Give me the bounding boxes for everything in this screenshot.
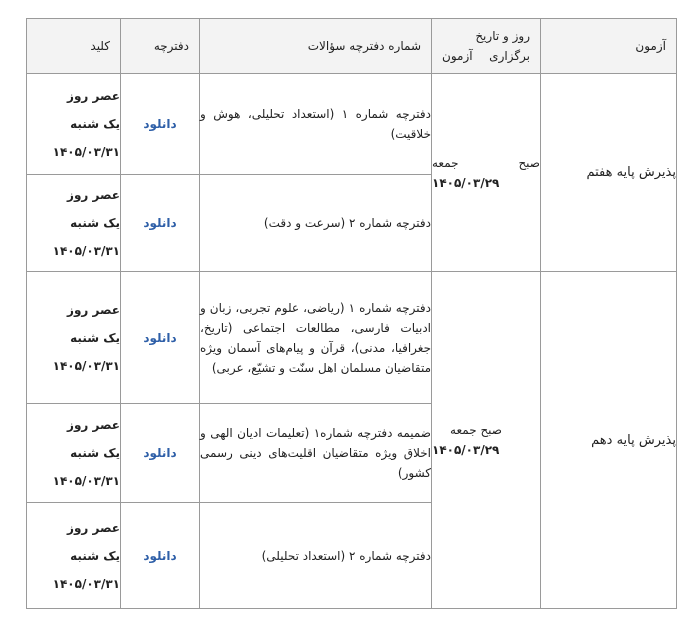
answer-key <box>27 404 121 503</box>
booklet-number: دفترچه شماره ۱ (استعداد تحلیلی، هوش و خلاقیت) <box>200 74 432 175</box>
download-link[interactable]: دانلود <box>143 117 177 131</box>
table-header-row <box>27 19 677 74</box>
key-line1: عصر روز <box>67 302 120 317</box>
booklet-number: دفترچه شماره ۱ (ریاضی، علوم تجربی، زبان و ادبیات فارسی، مطالعات اجتماعی (تاریخ، جغرافیا، مدنی)، قرآن و پیام‌های آسمان ویژه متقاضیان مسلمان اهل سنّت و تشیّع، عربی) <box>200 272 432 404</box>
table-row <box>27 272 677 404</box>
exam-grade-7: پذیرش پایه هفتم <box>541 74 677 272</box>
key-date: ۱۴۰۵/۰۳/۳۱ <box>52 145 120 159</box>
key-line2: یک شنبه <box>70 330 120 345</box>
key-line1: عصر روز <box>67 188 120 202</box>
booklet-number: دفترچه شماره ۲ (سرعت و دقت) <box>200 175 432 272</box>
download-cell <box>121 74 200 175</box>
exam-date-grade-10 <box>432 272 541 609</box>
booklet-number: دفترچه شماره ۲ (استعداد تحلیلی) <box>200 503 432 609</box>
table-row <box>27 74 677 175</box>
download-cell <box>121 503 200 609</box>
key-date: ۱۴۰۵/۰۳/۳۱ <box>52 474 120 488</box>
header-booklet: دفترچه <box>121 19 200 74</box>
key-date: ۱۴۰۵/۰۳/۳۱ <box>52 576 120 591</box>
download-link[interactable]: دانلود <box>143 446 177 460</box>
download-cell <box>121 175 200 272</box>
exam-schedule-wrapper <box>26 18 676 608</box>
answer-key <box>27 272 121 404</box>
booklet-number: ضمیمه دفترچه شماره۱ (تعلیمات ادیان الهی و اخلاق ویژه متقاضیان اقلیت‌های دینی رسمی کشور) <box>200 404 432 503</box>
download-link[interactable]: دانلود <box>143 216 177 230</box>
header-key: کلید <box>27 19 121 74</box>
key-line2: یک شنبه <box>70 548 120 563</box>
download-link[interactable]: دانلود <box>143 330 177 345</box>
header-date: روز و تاریخ برگزاری آزمون <box>432 19 541 74</box>
answer-key <box>27 74 121 175</box>
exam-grade-10: پذیرش پایه دهم <box>541 272 677 609</box>
key-line2: یک شنبه <box>70 117 120 131</box>
header-booklet-number: شماره دفترچه سؤالات <box>200 19 432 74</box>
key-date: ۱۴۰۵/۰۳/۳۱ <box>52 244 120 258</box>
key-line1: عصر روز <box>67 520 120 535</box>
answer-key <box>27 175 121 272</box>
answer-key <box>27 503 121 609</box>
exam-date-day: صبح جمعه <box>450 423 502 437</box>
key-line1: عصر روز <box>67 418 120 432</box>
download-cell <box>121 272 200 404</box>
key-line2: یک شنبه <box>70 216 120 230</box>
exam-date-day: صبح جمعه <box>432 155 540 170</box>
key-date: ۱۴۰۵/۰۳/۳۱ <box>52 358 120 373</box>
header-exam: آزمون <box>541 19 677 74</box>
download-link[interactable]: دانلود <box>143 548 177 563</box>
exam-date-grade-7 <box>432 74 541 272</box>
key-line1: عصر روز <box>67 89 120 103</box>
key-line2: یک شنبه <box>70 446 120 460</box>
download-cell <box>121 404 200 503</box>
exam-schedule-table <box>26 18 677 609</box>
exam-date-value: ۱۴۰۵/۰۳/۲۹ <box>432 443 500 457</box>
exam-date-value: ۱۴۰۵/۰۳/۲۹ <box>432 175 500 190</box>
